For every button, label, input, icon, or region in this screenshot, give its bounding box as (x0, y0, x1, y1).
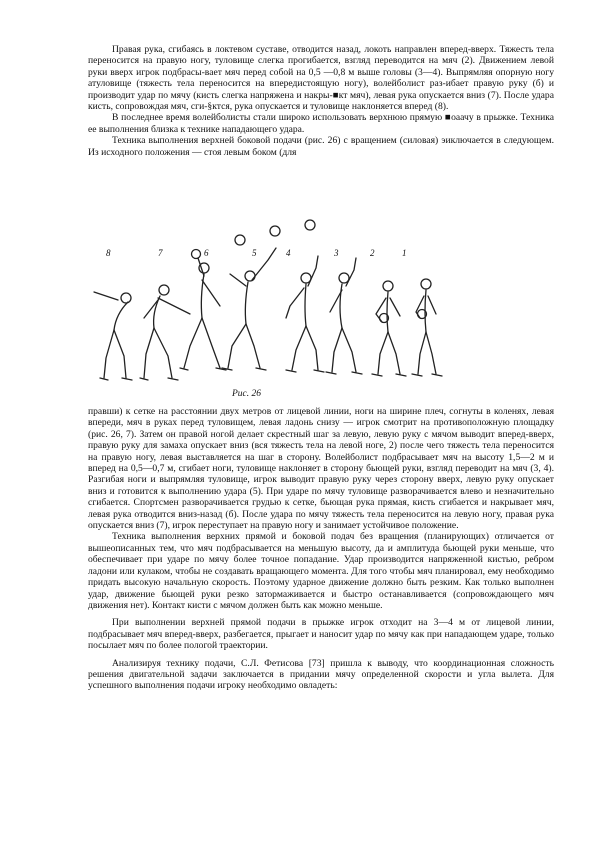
player-figure-2 (372, 281, 406, 376)
figure-number-7: 7 (158, 248, 163, 258)
player-figure-4 (286, 256, 324, 372)
figure-number-6: 6 (204, 248, 209, 258)
paragraph: В последнее время волейболисты стали широко использовать верхнюю прямую ■оаачу в прыжке. Техника ее выполнения близка к технике нападающего удара. (88, 112, 554, 135)
player-figure-6 (180, 250, 226, 371)
figure-number-3: 3 (334, 248, 339, 258)
bottom-text-block (88, 406, 554, 692)
figure-number-2: 2 (370, 248, 375, 258)
serve-sequence-illustration (80, 218, 550, 404)
paragraph: Анализируя технику подачи, С.Л. Фетисова [73] пришла к выводу, что координационная сложность решения двигательной задачи заключается в придании мячу определенной скорости и угла вылета. Для успешного выполнения подачи игроку необходимо овладеть: (88, 657, 554, 692)
player-figure-8 (94, 292, 132, 380)
ball-icon (270, 226, 280, 236)
paragraph: правши) к сетке на расстоянии двух метров от лицевой линии, ноги на ширине плеч, согнуты в коленях, левая впереди, мяч в руках перед туловищем, левая ладонь снизу — игрок смотрит на противоположную площадку (рис. 26, 7). Затем он правой ногой делает скрестный шаг за левую, левую руку с мячом выводит вперед-вверх, правую руку для замаха опускает вниз (вся тяжесть тела на левой ноге, 2) после чего тяжесть тела переносится на правую ногу, левая выставляется на шаг в сторону. Волейболист подбрасывает мяч на высоту 1,5—2 м и вперед на 0,5—0,7 м, сгибает ноги, туловище наклоняет в сторону бьющей руки, взгляд переводит на мяч (3, 4). Разгибая ноги и выпрямляя туловище, игрок выводит правую руку через сторону вверх, левую руку опускает вниз и готовится к выполнению удара (5). При ударе по мячу туловище разворачивается влево и незначительно сгибается. Спортсмен разворачивается грудью к сетке, бьющая рука прямая, кисть сгибается и накрывает мяч, левая рука отводится вниз-назад (б). После удара по мячу тяжесть тела переносится на левую ногу, правая рука опускается вниз (7), игрок переступает на правую ногу и занимает устойчивое положение. (88, 406, 554, 532)
top-text-block (88, 44, 554, 158)
figure-number-5: 5 (252, 248, 257, 258)
player-figure-1 (412, 279, 442, 376)
paragraph: Правая рука, сгибаясь в локтевом суставе, отводится назад, локоть направлен вперед-вверх. Тяжесть тела переносится на правую ногу, туловище слегка прогибается, взгляд переводится на мяч (2). Движением левой руки вверх игрок подбрасы-вает мяч перед собой на 0,5 —0,8 м выше головы (3—4). Выпрямляя опорную ногу атуловище (тяжесть тела переносится на впередистоящую ногу), волейболист раз-ибает правую руку (б) и производит удар по мячу (кисть слегка напряжена и накры-■кт мяч), левая рука опускается вниз (7). После удара кисть, сопровождая мяч, сги-§ктся, рука опускается и туловище наклоняется вперед (8). (88, 44, 554, 113)
figure-caption: Рис. 26 (232, 389, 262, 399)
player-figure-5 (222, 248, 276, 370)
paragraph: Техника выполнения верхней боковой подачи (рис. 26) с вращением (силовая) эиключается в следующем. Из исходного положения — стоя левым боком (для (88, 135, 554, 158)
figure-26 (80, 218, 550, 404)
figure-number-1: 1 (402, 248, 407, 258)
figure-number-8: 8 (106, 248, 111, 258)
ball-icon (305, 220, 315, 230)
paragraph: При выполнении верхней прямой подачи в прыжке игрок отходит на 3—4 м от лицевой линии, подбрасывает мяч вперед-вверх, разбегается, прыгает и наносит удар по мячу как при нападающем ударе, только посылает мяч по более пологой траектории. (88, 617, 554, 652)
figure-number-4: 4 (286, 248, 291, 258)
paragraph: Техника выполнения верхних прямой и боковой подач без вращения (планирующих) отличается от вышеописанных тем, что мяч подбрасывается на меньшую высоту, да и амплитуда бьющей руки меньше, что обеспечивает при ударе по мячу более точное попадание. Удар производится напряженной кистью, ребром ладони или кулаком, чтобы не создавать вращающего момента. Для того чтобы мяч планировал, ему необходимо придать высокую начальную скорость. Поэтому ударное движение должно быть резким. Как только выполнен удар, движение бьющей руки резко затормаживается и быстро останавливается (сопровождающего мяч движения нет). Контакт кисти с мячом должен быть как можно меньше. (88, 531, 554, 611)
player-figure-3 (326, 258, 362, 374)
player-figure-7 (140, 285, 190, 380)
ball-icon (235, 235, 245, 245)
